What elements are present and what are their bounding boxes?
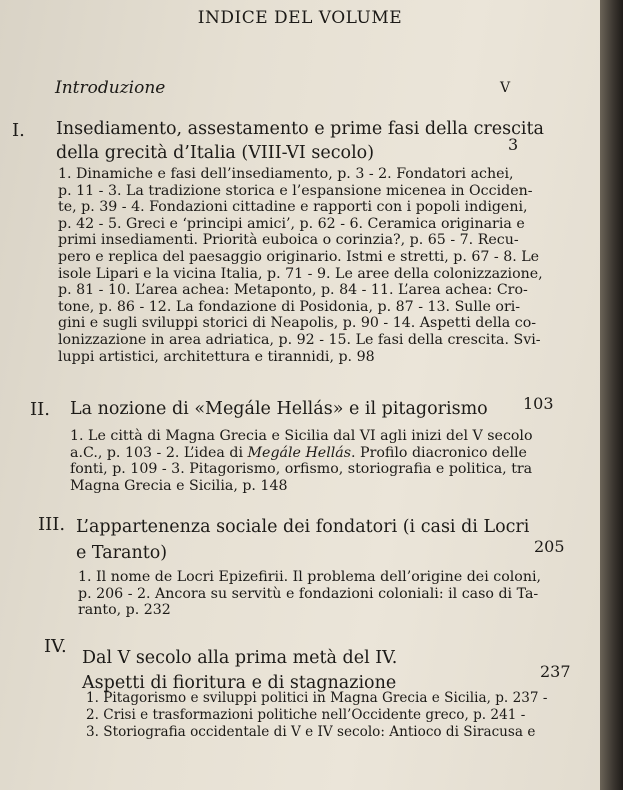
body-line: 1. Dinamiche e fasi dell’insediamento, p. 3 - 2. Fondatori achei, [58, 166, 514, 182]
body-line: pero e replica del paesaggio originario. Istmi e stretti, p. 67 - 8. Le [58, 248, 540, 265]
body-line: p. 11 - 3. La tradizione storica e l’espansione micenea in Occiden- [58, 182, 533, 199]
section-page-number: 205 [534, 537, 565, 556]
body-line: p. 42 - 5. Greci e ‘principi amici’, p. 62 - 6. Ceramica originaria e [58, 215, 525, 232]
section-page-number: 3 [508, 135, 519, 154]
intro-page-number: V [500, 80, 511, 96]
section-numeral: I. [12, 120, 25, 141]
section-numeral: IV. [44, 636, 67, 657]
body-line [70, 445, 533, 462]
body-line: ranto, p. 232 [78, 602, 171, 619]
section-numeral: II. [30, 399, 50, 420]
body-line: 1. Le città di Magna Grecia e Sicilia dal VI agli inizi del V secolo [70, 428, 533, 444]
section-body [78, 569, 541, 619]
section-numeral: III. [38, 514, 66, 535]
page-heading: INDICE DEL VOLUME [197, 8, 403, 28]
section-page-number: 237 [540, 662, 571, 681]
section-title-line: della grecità d’Italia (VIII-VI secolo) [56, 143, 375, 163]
section-title-line: Aspetti di fioritura e di stagnazione [82, 673, 397, 693]
body-line: 3. Storiografia occidentale di V e IV secolo: Antioco di Siracusa e [86, 724, 536, 740]
body-line: luppi artistici, architettura e tirannidi, p. 98 [58, 348, 375, 365]
section-title-line: L’appartenenza sociale dei fondatori (i casi di Locri [76, 517, 530, 537]
section-title-line: Dal V secolo alla prima metà del IV. [82, 648, 398, 668]
body-line: primi insediamenti. Priorità euboica o corinzia?, p. 65 - 7. Recu- [58, 232, 519, 249]
section-body [70, 428, 533, 494]
body-line: fonti, p. 109 - 3. Pitagorismo, orfismo, storiografia e politica, tra [70, 461, 533, 478]
body-text-segment: . Profilo diacronico delle [351, 444, 527, 461]
section-title-line: La nozione di «Megále Hellás» e il pitagorismo [70, 399, 488, 419]
section-page-number: 103 [523, 394, 554, 413]
body-line: tone, p. 86 - 12. La fondazione di Posidonia, p. 87 - 13. Sulle ori- [58, 298, 521, 315]
body-line: 1. Il nome de Locri Epizefirii. Il problema dell’origine dei coloni, [78, 569, 542, 585]
section-title-line: e Taranto) [76, 543, 168, 563]
body-line: isole Lipari e la vicina Italia, p. 71 - 9. Le aree della colonizzazione, [58, 265, 543, 282]
body-text-segment: a.C., p. 103 - 2. L’idea di [70, 444, 248, 461]
italic-term: Megále Hellás [247, 444, 352, 461]
section-body [86, 690, 547, 741]
body-line: p. 206 - 2. Ancora su servitù e fondazioni coloniali: il caso di Ta- [78, 585, 539, 602]
body-line: lonizzazione in area adriatica, p. 92 - 15. Le fasi della crescita. Svi- [58, 331, 541, 348]
body-line: te, p. 39 - 4. Fondazioni cittadine e rapporti con i popoli indigeni, [58, 199, 528, 216]
section-body [58, 166, 543, 365]
body-line: 1. Pitagorismo e sviluppi politici in Magna Grecia e Sicilia, p. 237 - [86, 690, 548, 706]
section-title-line: Insediamento, assestamento e prime fasi della crescita [56, 119, 544, 139]
book-spine-edge [600, 0, 623, 790]
body-line: 2. Crisi e trasformazioni politiche nell’Occidente greco, p. 241 - [86, 707, 526, 723]
body-line: Magna Grecia e Sicilia, p. 148 [70, 477, 288, 494]
intro-label: Introduzione [55, 78, 166, 98]
body-line: gini e sugli sviluppi storici di Neapolis, p. 90 - 14. Aspetti della co- [58, 315, 537, 332]
body-line: p. 81 - 10. L’area achea: Metaponto, p. 84 - 11. L’area achea: Cro- [58, 282, 528, 299]
